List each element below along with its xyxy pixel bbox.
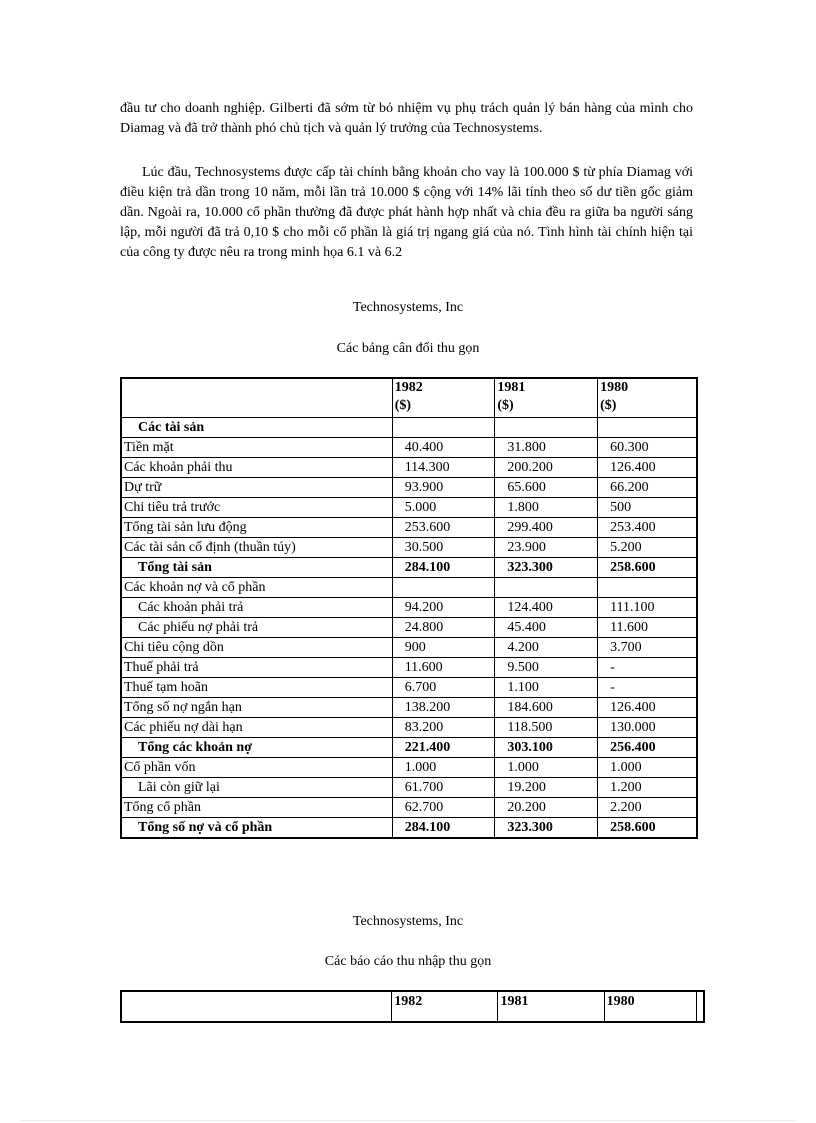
- row-label: Tổng số nợ ngắn hạn: [121, 698, 392, 718]
- row-label: Dự trữ: [121, 478, 392, 498]
- table-row: [121, 718, 697, 738]
- row-value: 124.400: [495, 598, 598, 618]
- row-value: 11.600: [392, 658, 495, 678]
- row-value: 126.400: [598, 458, 697, 478]
- row-label: Các phiếu nợ phải trả: [121, 618, 392, 638]
- row-label: Tổng tài sản lưu động: [121, 518, 392, 538]
- row-value: 23.900: [495, 538, 598, 558]
- balance-sheet-title: Các bảng cân đối thu gọn: [336, 341, 480, 356]
- row-value: 299.400: [495, 518, 598, 538]
- table-row: [121, 818, 697, 839]
- row-value: 6.700: [392, 678, 495, 698]
- row-label: Chi tiêu trả trước: [121, 498, 392, 518]
- table-row: [121, 438, 697, 458]
- row-value: 111.100: [598, 598, 697, 618]
- income-statement-table: [120, 990, 705, 1023]
- row-value: 184.600: [495, 698, 598, 718]
- row-label: Các khoản phải trả: [121, 598, 392, 618]
- row-value: [598, 418, 697, 438]
- row-label: Các khoản nợ và cổ phần: [121, 578, 392, 598]
- row-value: 253.600: [392, 518, 495, 538]
- row-label: Lãi còn giữ lại: [121, 778, 392, 798]
- row-value: 31.800: [495, 438, 598, 458]
- row-value: 1.000: [598, 758, 697, 778]
- row-value: 83.200: [392, 718, 495, 738]
- row-label: Thuế tạm hoãn: [121, 678, 392, 698]
- row-label: Tổng các khoản nợ: [121, 738, 392, 758]
- table-row: [121, 618, 697, 638]
- row-value: 126.400: [598, 698, 697, 718]
- row-value: 94.200: [392, 598, 495, 618]
- income-header-1982: 1982: [392, 991, 498, 1022]
- row-label: Tổng cổ phần: [121, 798, 392, 818]
- table-row: [121, 478, 697, 498]
- balance-header-year: 1981 ($): [495, 378, 598, 418]
- row-label: Tiền mặt: [121, 438, 392, 458]
- row-value: 258.600: [598, 818, 697, 839]
- row-value: [392, 578, 495, 598]
- row-value: 30.500: [392, 538, 495, 558]
- income-header-1980: 1980: [604, 991, 696, 1022]
- table-row: [121, 518, 697, 538]
- row-value: [392, 418, 495, 438]
- row-value: 900: [392, 638, 495, 658]
- row-value: 284.100: [392, 558, 495, 578]
- row-value: 323.300: [495, 558, 598, 578]
- row-value: 20.200: [495, 798, 598, 818]
- page-bottom-rule: [20, 1120, 796, 1121]
- table-row: [121, 778, 697, 798]
- paragraph-2: Lúc đầu, Technosystems được cấp tài chính bằng khoản cho vay là 100.000 $ từ phía Diamag với điều kiện trả dần trong 10 năm, mỗi lần trả 10.000 $ cộng với 14% lãi tính theo số dư tiền gốc giảm dần. Ngoài ra, 10.000 cổ phần thường đã được phát hành hợp nhất và chia đều ra giữa ba người sáng lập, mỗi người đã trả 0,10 $ cho mỗi cổ phần là giá trị ngang giá của nó. Tình hình tài chính hiện tại của công ty được nêu ra trong minh họa 6.1 và 6.2: [120, 165, 693, 260]
- row-value: 284.100: [392, 818, 495, 839]
- row-label: Các tài sản cố định (thuần túy): [121, 538, 392, 558]
- row-value: 19.200: [495, 778, 598, 798]
- row-value: [598, 578, 697, 598]
- row-value: 323.300: [495, 818, 598, 839]
- row-value: 61.700: [392, 778, 495, 798]
- row-value: 114.300: [392, 458, 495, 478]
- row-value: 258.600: [598, 558, 697, 578]
- row-value: 66.200: [598, 478, 697, 498]
- row-value: 500: [598, 498, 697, 518]
- row-value: 2.200: [598, 798, 697, 818]
- row-value: 9.500: [495, 658, 598, 678]
- row-value: 45.400: [495, 618, 598, 638]
- row-value: 65.600: [495, 478, 598, 498]
- table-row: [121, 738, 697, 758]
- row-value: 1.000: [495, 758, 598, 778]
- row-value: 62.700: [392, 798, 495, 818]
- table-row: [121, 418, 697, 438]
- income-statement-title: Các báo cáo thu nhập thu gọn: [324, 954, 492, 969]
- income-header-1981: 1981: [498, 991, 604, 1022]
- table-row: [121, 798, 697, 818]
- row-label: Các phiếu nợ dài hạn: [121, 718, 392, 738]
- row-label: Chi tiêu cộng dồn: [121, 638, 392, 658]
- paragraph-1: đầu tư cho doanh nghiệp. Gilberti đã sớm từ bỏ nhiệm vụ phụ trách quản lý bán hàng của mình cho Diamag và đã trở thành phó chủ tịch và quản lý trưởng của Technosystems.: [120, 101, 693, 136]
- row-value: 221.400: [392, 738, 495, 758]
- table-row: [121, 498, 697, 518]
- row-value: [495, 578, 598, 598]
- row-value: 130.000: [598, 718, 697, 738]
- row-label: Tổng tài sản: [121, 558, 392, 578]
- row-value: 93.900: [392, 478, 495, 498]
- row-value: 256.400: [598, 738, 697, 758]
- table-row: [121, 698, 697, 718]
- income-company-title: Technosystems, Inc: [352, 914, 464, 929]
- row-value: 303.100: [495, 738, 598, 758]
- row-label: Các tài sản: [121, 418, 392, 438]
- table-row: [121, 758, 697, 778]
- balance-header-year: 1980 ($): [598, 378, 697, 418]
- balance-sheet-table: [120, 377, 698, 839]
- row-value: 138.200: [392, 698, 495, 718]
- row-value: 118.500: [495, 718, 598, 738]
- row-label: Các khoản phải thu: [121, 458, 392, 478]
- income-header-spacer: [697, 991, 704, 1022]
- income-header-row: [121, 991, 704, 1022]
- row-value: 253.400: [598, 518, 697, 538]
- row-value: 60.300: [598, 438, 697, 458]
- row-value: 3.700: [598, 638, 697, 658]
- row-value: 1.200: [598, 778, 697, 798]
- row-value: 5.000: [392, 498, 495, 518]
- row-value: -: [598, 658, 697, 678]
- row-value: 1.000: [392, 758, 495, 778]
- balance-company-title: Technosystems, Inc: [352, 300, 464, 315]
- row-value: [495, 418, 598, 438]
- row-value: 4.200: [495, 638, 598, 658]
- table-row: [121, 658, 697, 678]
- income-header-label-cell: [121, 991, 392, 1022]
- table-row: [121, 638, 697, 658]
- row-label: Thuế phải trả: [121, 658, 392, 678]
- row-value: 24.800: [392, 618, 495, 638]
- row-value: -: [598, 678, 697, 698]
- row-value: 1.100: [495, 678, 598, 698]
- balance-header-row: [121, 378, 697, 418]
- row-value: 1.800: [495, 498, 598, 518]
- row-value: 200.200: [495, 458, 598, 478]
- row-value: 11.600: [598, 618, 697, 638]
- table-row: [121, 578, 697, 598]
- row-label: Tổng số nợ và cổ phần: [121, 818, 392, 839]
- table-row: [121, 598, 697, 618]
- row-value: 5.200: [598, 538, 697, 558]
- row-label: Cổ phần vốn: [121, 758, 392, 778]
- balance-header-label-cell: [121, 378, 392, 418]
- row-value: 40.400: [392, 438, 495, 458]
- table-row: [121, 558, 697, 578]
- table-row: [121, 458, 697, 478]
- table-row: [121, 678, 697, 698]
- table-row: [121, 538, 697, 558]
- balance-header-year: 1982 ($): [392, 378, 495, 418]
